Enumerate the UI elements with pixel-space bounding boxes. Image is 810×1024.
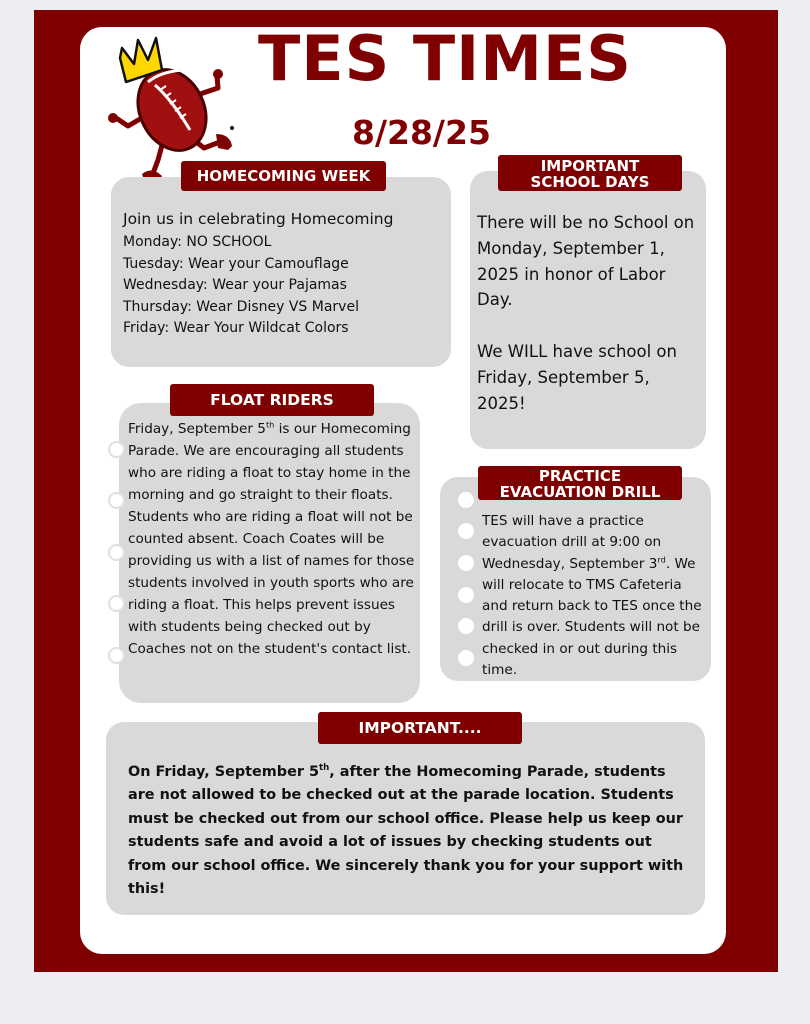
homecoming-day: Wednesday: Wear your Pajamas [123,277,347,293]
float-riders-label: FLOAT RIDERS [170,384,374,416]
bullet-dot [458,523,474,539]
float-riders-text-b: is our Homecoming Parade. We are encouraging all students who are riding a float to stay home in the morning and go straight to their floats. Students who are riding a float will not be counted absent. Coach Coates will be providing us with a list of names for those students involved in youth sports who are riding a float. This helps prevent issues with students being checked out by Coaches not on the student's contact list. [128,421,415,657]
homecoming-text [123,207,393,340]
important-sup: th [318,763,330,774]
evacuation-label-line2: EVACUATION DRILL [499,483,661,501]
float-riders-sup: th [265,419,275,430]
school-days-label-line2: SCHOOL DAYS [530,173,650,191]
homecoming-intro: Join us in celebrating Homecoming [123,210,394,228]
evacuation-text-b: . We will relocate to TMS Cafeteria and return back to TES once the drill is over. Students will not be checked in or out during this time. [482,555,702,679]
important-text-a: On Friday, September 5 [128,764,319,780]
bullet-dot [458,587,474,603]
homecoming-day: Friday: Wear Your Wildcat Colors [123,320,349,336]
binder-ring [108,441,125,458]
school-days-text [477,210,701,417]
float-riders-text [128,418,424,660]
bullet-dot [458,492,474,508]
evacuation-text-a: TES will have a practice evacuation drill at 9:00 on Wednesday, September 3 [482,513,662,572]
binder-ring [108,544,125,561]
homecoming-day: Tuesday: Wear your Camouflage [123,255,349,272]
bullet-dot [458,650,474,666]
evacuation-sup: rd [657,554,666,565]
important-text [128,761,690,901]
evacuation-label-line1: PRACTICE [538,467,622,485]
newsletter-title: TES TIMES [258,22,632,95]
school-days-para2: We WILL have school on Friday, September 5, 2025! [477,342,677,413]
evacuation-text [482,511,704,681]
school-days-label-line1: IMPORTANT [540,157,640,175]
binder-ring [108,647,125,664]
homecoming-day: Monday: NO SCHOOL [123,234,272,250]
important-label: IMPORTANT.... [318,712,522,744]
important-text-b: , after the Homecoming Parade, students are not allowed to be checked out at the parade location. Students must be checked out from our school office. Please help us keep our students safe and avoid a lot of issues by checking students out from our school office. We sincerely thank you for your support with this! [128,764,684,898]
bullet-dot [458,555,474,571]
binder-ring [108,492,125,509]
newsletter-date: 8/28/25 [352,113,491,152]
evacuation-label [478,466,682,500]
bullet-dot [458,618,474,634]
homecoming-day: Thursday: Wear Disney VS Marvel [123,298,359,315]
float-riders-text-a: Friday, September 5 [128,421,266,437]
school-days-label [498,155,682,191]
homecoming-label: HOMECOMING WEEK [181,161,386,191]
binder-ring [108,595,125,612]
school-days-para1: There will be no School on Monday, September 1, 2025 in honor of Labor Day. [477,213,695,310]
